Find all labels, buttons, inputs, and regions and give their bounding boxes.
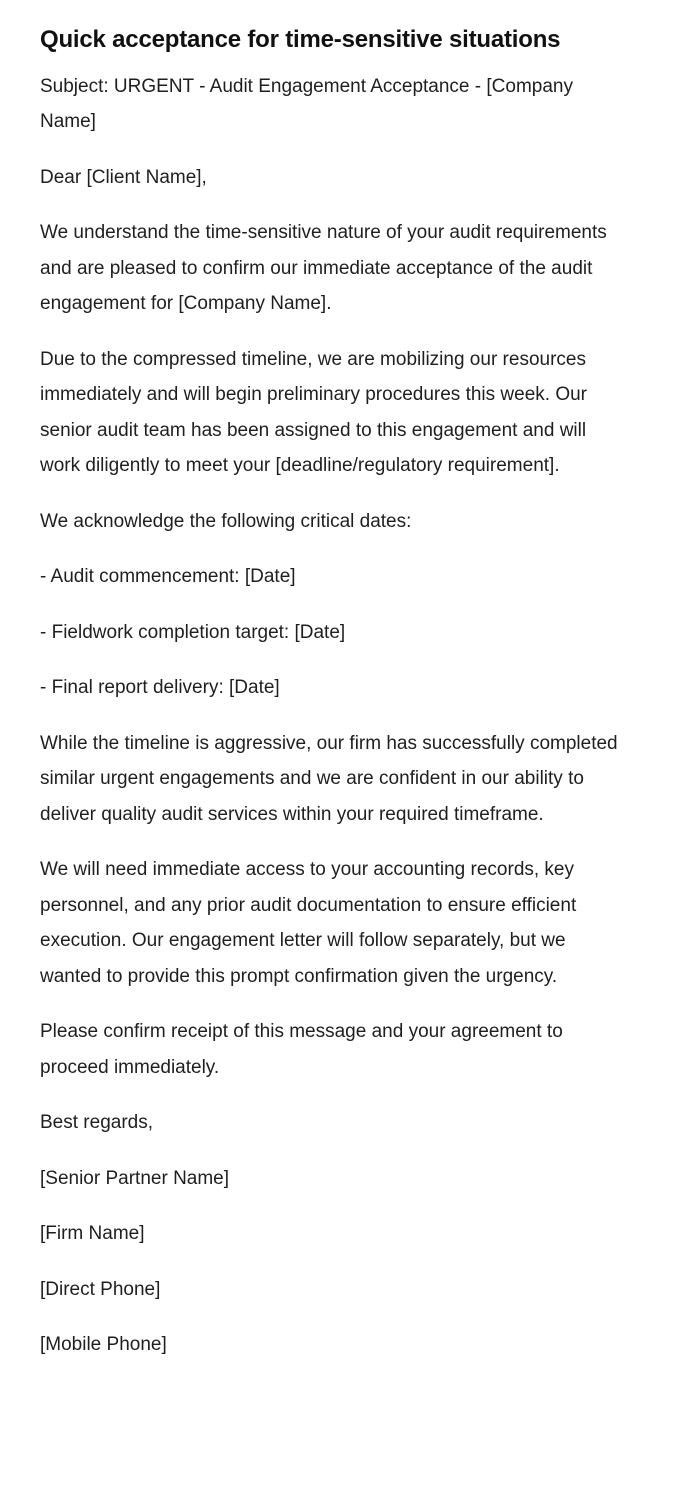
paragraph-confirm-receipt: Please confirm receipt of this message and your agreement to proceed immediately.	[40, 1021, 563, 1078]
paragraph-access-requirements: We will need immediate access to your accounting records, key personnel, and any prior audit documentation to ensure efficient execution. Our engagement letter will follow separately, but we wanted to provide this prompt confirmation given the urgency.	[40, 859, 577, 987]
critical-dates-intro: We acknowledge the following critical dates:	[40, 510, 412, 532]
critical-date-fieldwork-completion: - Fieldwork completion target: [Date]	[40, 621, 346, 643]
salutation: Dear [Client Name],	[40, 166, 207, 188]
critical-date-final-report: - Final report delivery: [Date]	[40, 677, 280, 699]
email-template-document	[40, 26, 628, 1363]
subject-line: Subject: URGENT - Audit Engagement Acceptance - [Company Name]	[40, 75, 573, 133]
paragraph-compressed-timeline: Due to the compressed timeline, we are mobilizing our resources immediately and will begin preliminary procedures this week. Our senior audit team has been assigned to this engagement and will work diligently to meet your [deadline/regulatory requirement].	[40, 348, 588, 477]
signature-mobile-phone: [Mobile Phone]	[40, 1334, 167, 1356]
paragraph-timeline-confidence: While the timeline is aggressive, our firm has successfully completed similar urgent engagements and we are confident in our ability to deliver quality audit services within your required timeframe.	[40, 732, 618, 825]
closing-line: Best regards,	[40, 1112, 153, 1134]
signature-firm-name: [Firm Name]	[40, 1223, 145, 1245]
critical-date-audit-commencement: - Audit commencement: [Date]	[40, 566, 296, 588]
paragraph-immediate-acceptance: We understand the time-sensitive nature of your audit requirements and are pleased to confirm our immediate acceptance of the audit engagement for [Company Name].	[40, 222, 607, 315]
signature-senior-partner-name: [Senior Partner Name]	[40, 1167, 230, 1189]
signature-direct-phone: [Direct Phone]	[40, 1278, 161, 1300]
page-title: Quick acceptance for time-sensitive situations	[40, 26, 561, 53]
